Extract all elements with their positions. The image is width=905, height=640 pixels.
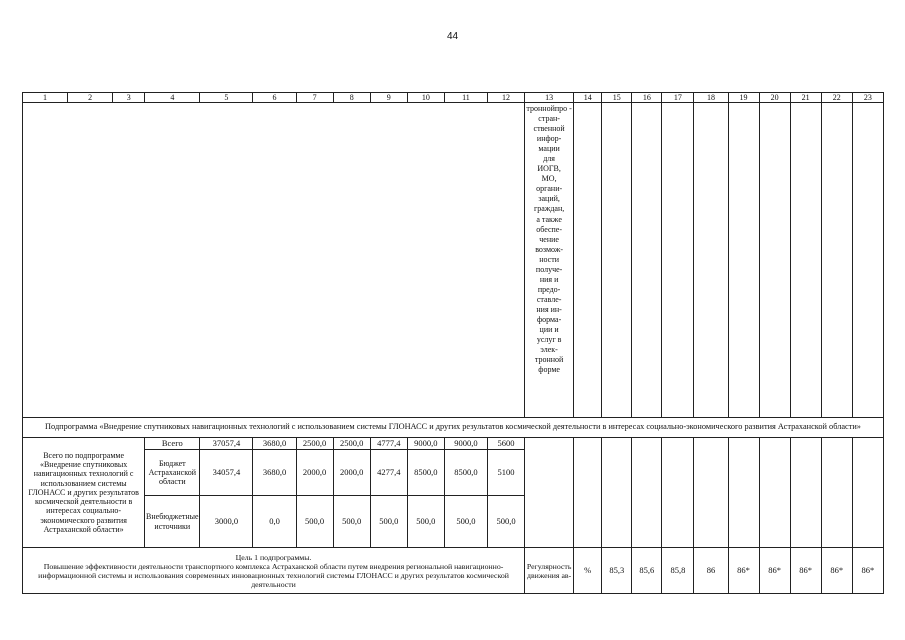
empty-cell [662, 438, 694, 548]
value-cell: 2000,0 [333, 450, 370, 496]
indicator-text-line: а также [536, 214, 562, 224]
column-number-row [23, 93, 884, 103]
empty-cell [632, 103, 662, 418]
goal-value: 86 [694, 548, 728, 594]
value-cell: 5600 [487, 438, 524, 450]
column-number: 4 [145, 93, 200, 103]
column-number: 18 [694, 93, 728, 103]
value-cell: 2500,0 [333, 438, 370, 450]
indicator-text-line: ственной [533, 124, 565, 134]
column-number: 15 [602, 93, 632, 103]
funding-source: Всего [145, 438, 200, 450]
goal-row [23, 548, 884, 594]
value-cell: 0,0 [253, 496, 296, 548]
indicator-text-line: для [543, 154, 555, 164]
indicator-text-line: МО, [541, 174, 557, 184]
indicator-text-line: инфор- [536, 134, 562, 144]
column-number: 16 [632, 93, 662, 103]
empty-cell [790, 438, 821, 548]
subprogram-title: Подпрограмма «Внедрение спутниковых навигационных технологий с использованием системы ГЛОНАСС и других результатов космической деятельности в интересах социально-экономического развития Астраханской области» [23, 418, 884, 438]
column-number: 12 [487, 93, 524, 103]
empty-cell [574, 438, 602, 548]
total-row [23, 438, 884, 450]
value-cell: 8500,0 [444, 450, 487, 496]
indicator-text-line: троннойпро - [526, 104, 572, 113]
value-cell: 2000,0 [296, 450, 333, 496]
indicator-text-line: получе- [535, 264, 563, 274]
column-number: 2 [68, 93, 113, 103]
indicator-text-line: мации [538, 144, 560, 154]
column-number: 21 [790, 93, 821, 103]
column-number: 1 [23, 93, 68, 103]
empty-cell [574, 103, 602, 418]
indicator-text-line: возмож- [535, 244, 564, 254]
value-cell: 500,0 [444, 496, 487, 548]
value-cell: 34057,4 [200, 450, 253, 496]
value-cell: 37057,4 [200, 438, 253, 450]
empty-cell [728, 103, 759, 418]
empty-cell [662, 103, 694, 418]
empty-cell [821, 103, 852, 418]
column-number: 23 [852, 93, 883, 103]
goal-value: 85,3 [602, 548, 632, 594]
indicator-text-line: граждан, [533, 204, 565, 214]
column-number: 7 [296, 93, 333, 103]
value-cell: 4277,4 [370, 450, 407, 496]
value-cell: 500,0 [487, 496, 524, 548]
goal-indicator: Регулярность движения ав- [525, 548, 574, 594]
empty-cell [694, 438, 728, 548]
column-number: 10 [407, 93, 444, 103]
empty-cell [602, 103, 632, 418]
indicator-text-line: заций, [538, 194, 560, 204]
indicator-text-line: обеспе- [536, 224, 562, 234]
value-cell: 5100 [487, 450, 524, 496]
goal-value: 86* [852, 548, 883, 594]
goal-value: 86* [728, 548, 759, 594]
value-cell: 9000,0 [444, 438, 487, 450]
value-cell: 3680,0 [253, 450, 296, 496]
empty-cell [694, 103, 728, 418]
indicator-text-line: стран- [538, 114, 560, 124]
continuation-row [23, 103, 884, 418]
empty-cell [632, 438, 662, 548]
goal-value: 86* [790, 548, 821, 594]
empty-cell [602, 438, 632, 548]
empty-cell [759, 438, 790, 548]
subprogram-goal: Цель 1 подпрограммы. Повышение эффективности деятельности транспортного комплекса Астраханской области путем внедрения региональной навигационно-информационной системы и использования современных инновационных технологий системы ГЛОНАСС и других результатов космической деятельности [23, 548, 525, 594]
value-cell: 9000,0 [407, 438, 444, 450]
goal-value: 86* [821, 548, 852, 594]
indicator-text-line: ИОГВ, [537, 164, 561, 174]
column-number: 9 [370, 93, 407, 103]
column-number: 22 [821, 93, 852, 103]
empty-span-cell [23, 103, 525, 418]
empty-cell [790, 103, 821, 418]
funding-source: Бюджет Астраханской области [145, 450, 200, 496]
goal-value: 85,6 [632, 548, 662, 594]
indicator-text-line: ния ин- [536, 304, 562, 314]
indicator-text-line: тронной [534, 355, 564, 365]
value-cell: 500,0 [407, 496, 444, 548]
column-number: 19 [728, 93, 759, 103]
column-number: 3 [113, 93, 145, 103]
indicator-text-line: форма- [536, 314, 562, 324]
column-number: 6 [253, 93, 296, 103]
column-number: 17 [662, 93, 694, 103]
indicator-text-line: чение [539, 234, 559, 244]
column-number: 14 [574, 93, 602, 103]
column-number: 11 [444, 93, 487, 103]
value-cell: 8500,0 [407, 450, 444, 496]
column-number: 13 [525, 93, 574, 103]
goal-value: 86* [759, 548, 790, 594]
indicator-text-line: ности [539, 254, 560, 264]
indicator-text-line: предо- [537, 284, 561, 294]
value-cell: 3680,0 [253, 438, 296, 450]
subprogram-title-row [23, 418, 884, 438]
column-number: 20 [759, 93, 790, 103]
goal-value: 85,8 [662, 548, 694, 594]
empty-cell [852, 438, 883, 548]
goal-unit: % [574, 548, 602, 594]
indicator-text-line: ния и [539, 274, 559, 284]
indicator-text-line: элек- [540, 345, 558, 355]
indicator-continuation-cell [525, 103, 574, 418]
value-cell: 2500,0 [296, 438, 333, 450]
empty-cell [525, 438, 574, 548]
empty-cell [728, 438, 759, 548]
value-cell: 500,0 [296, 496, 333, 548]
subprogram-total-label: Всего по подпрограмме «Внедрение спутниковых навигационных технологий с использованием системы ГЛОНАСС и других результатов космической деятельности в интересах социально-экономического развития Астраханской области» [23, 438, 145, 548]
empty-cell [821, 438, 852, 548]
indicator-text-line: ции и [539, 325, 559, 335]
indicator-text-line: услуг в [536, 335, 562, 345]
indicator-text-line: форме [538, 365, 560, 375]
indicator-text-line: ставле- [536, 294, 562, 304]
page-number: 44 [446, 31, 459, 42]
value-cell: 3000,0 [200, 496, 253, 548]
budget-table [22, 92, 884, 594]
empty-cell [852, 103, 883, 418]
column-number: 8 [333, 93, 370, 103]
column-number: 5 [200, 93, 253, 103]
value-cell: 500,0 [370, 496, 407, 548]
value-cell: 4777,4 [370, 438, 407, 450]
indicator-text-line: органи- [536, 184, 563, 194]
empty-cell [759, 103, 790, 418]
funding-source: Внебюджетные источники [145, 496, 200, 548]
value-cell: 500,0 [333, 496, 370, 548]
